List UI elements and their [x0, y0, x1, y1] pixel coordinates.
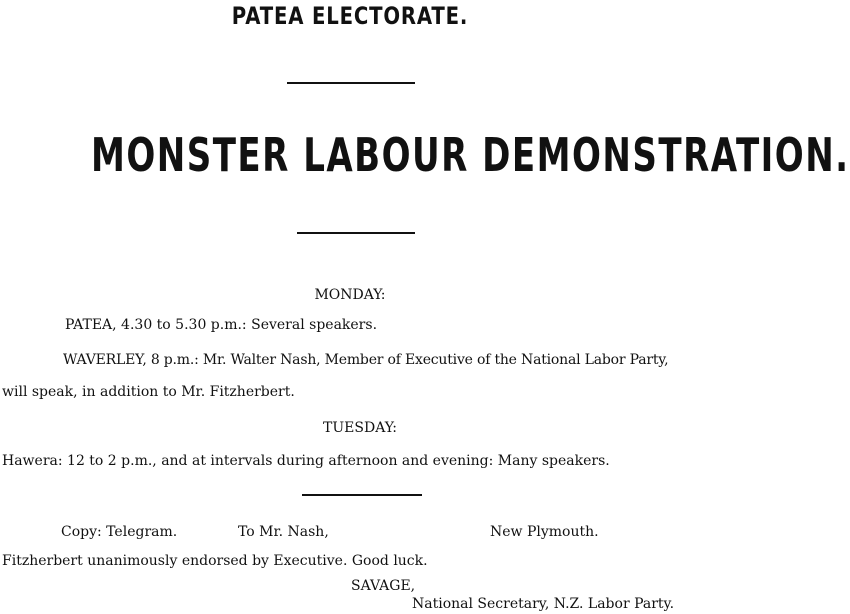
divider: [302, 494, 422, 496]
monday-waverley-line: WAVERLEY, 8 p.m.: Mr. Walter Nash, Member of Executive of the National Labor Party,: [63, 352, 669, 368]
divider: [287, 82, 415, 84]
telegram-signature-title: National Secretary, N.Z. Labor Party.: [412, 596, 675, 612]
telegram-signature: SAVAGE,: [351, 578, 416, 594]
monday-fitzherbert-line: will speak, in addition to Mr. Fitzherbert.: [2, 384, 295, 400]
tuesday-heading: TUESDAY:: [323, 420, 397, 436]
headline: MONSTER LABOUR DEMONSTRATION.: [91, 128, 850, 182]
page-title: PATEA ELECTORATE.: [231, 2, 469, 30]
divider: [297, 232, 415, 234]
monday-patea-line: PATEA, 4.30 to 5.30 p.m.: Several speakers.: [65, 317, 378, 333]
telegram-message: Fitzherbert unanimously endorsed by Executive. Good luck.: [2, 553, 428, 569]
tuesday-hawera-line: Hawera: 12 to 2 p.m., and at intervals during afternoon and evening: Many speakers.: [2, 453, 610, 469]
telegram-label: Copy: Telegram.: [61, 524, 178, 540]
monday-heading: MONDAY:: [314, 287, 386, 303]
telegram-recipient: To Mr. Nash,: [238, 524, 329, 540]
telegram-place: New Plymouth.: [490, 524, 599, 540]
